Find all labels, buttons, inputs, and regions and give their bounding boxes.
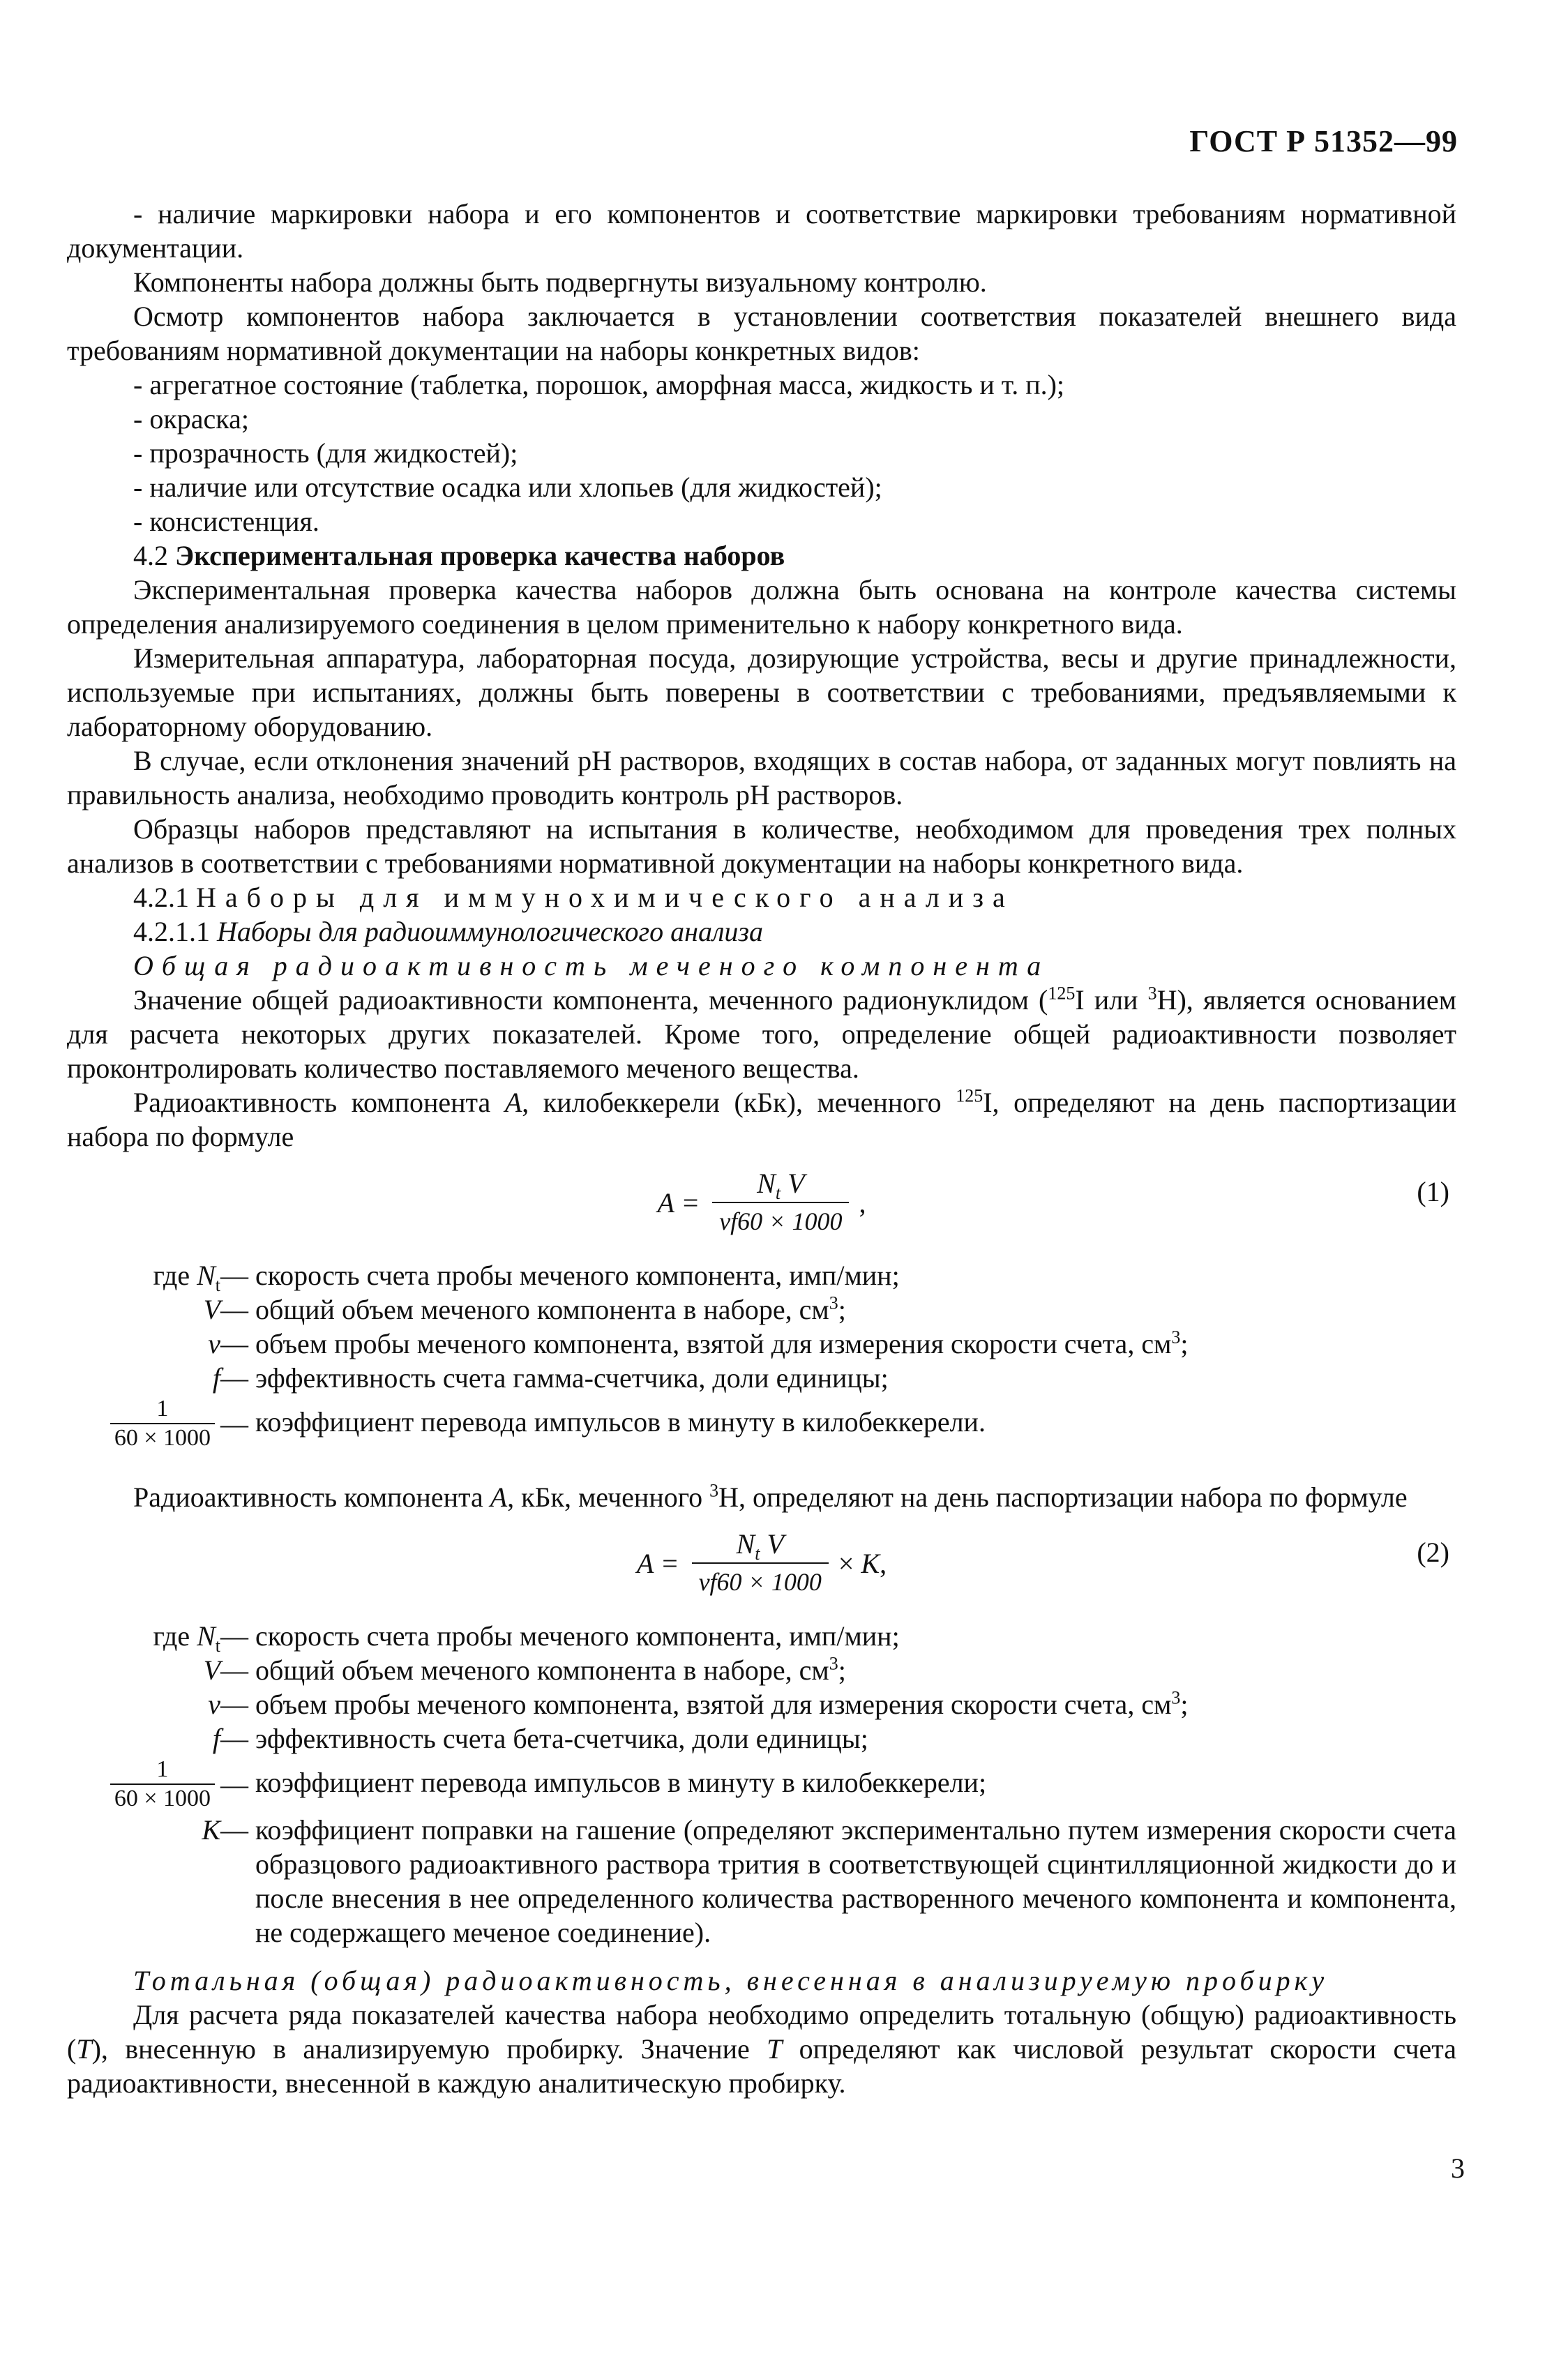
text-run: I или — [1075, 984, 1148, 1016]
dash: — — [220, 1260, 248, 1291]
formula-numerator — [727, 1527, 794, 1562]
text-run: ), внесенную в анализируемую пробирку. Значение — [91, 2033, 767, 2065]
symbol: V — [760, 1528, 784, 1560]
symbol: v — [208, 1328, 220, 1359]
text-run: где — [153, 1260, 197, 1291]
text-run: определяют как числовой результат скорости счета радиоактивности, внесенной в каждую аналитическую пробирку. — [67, 2033, 1456, 2099]
superscript: 3 — [1171, 1687, 1181, 1708]
equation-number: (2) — [1417, 1537, 1449, 1568]
legend-text — [248, 1653, 1456, 1687]
text-run: ; — [838, 1654, 846, 1686]
section-heading-4-2-1 — [67, 880, 1456, 914]
dash: — — [220, 1408, 248, 1440]
text-run: Для расчета ряда показателей качества набора необходимо определить тотальную (общую) радиоактивность ( — [67, 1999, 1456, 2065]
legend-text — [248, 1327, 1456, 1361]
fraction-numerator: 1 — [156, 1396, 169, 1421]
legend-row — [67, 1721, 1456, 1756]
legend-symbol — [67, 1327, 248, 1361]
symbol: N — [736, 1528, 755, 1560]
symbol: K — [202, 1814, 220, 1846]
dash: — — [220, 1723, 248, 1754]
symbol: K — [861, 1547, 880, 1579]
dash: — — [220, 1620, 248, 1652]
legend-row — [67, 1687, 1456, 1721]
text-run: где — [153, 1620, 197, 1652]
symbol: V — [203, 1654, 220, 1686]
legend-symbol — [67, 1395, 248, 1452]
legend-symbol — [67, 1756, 248, 1813]
symbol: A — [504, 1087, 522, 1118]
fraction-denominator: 60 × 1000 — [110, 1783, 215, 1813]
paragraph — [67, 1998, 1456, 2100]
formula-fraction — [712, 1166, 849, 1239]
formula-1 — [67, 1154, 1456, 1251]
paragraph: Компоненты набора должны быть подвергнуты визуальному контролю. — [133, 266, 987, 298]
text-run: общий объем меченого компонента в наборе, см — [255, 1654, 829, 1686]
text-run: ; — [1180, 1328, 1189, 1359]
text-run: ; — [838, 1294, 846, 1325]
superscript: 3 — [1171, 1327, 1181, 1348]
subheading: Общая радиоактивность меченого компонента — [133, 950, 1050, 981]
subscript: t — [755, 1544, 760, 1564]
symbol: v — [208, 1689, 220, 1720]
text-run: ; — [1180, 1689, 1189, 1720]
superscript: 3 — [829, 1653, 838, 1674]
paragraph: В случае, если отклонения значений рН растворов, входящих в состав набора, от заданных могут повлиять на правильность анализа, необходимо проводить контроль рН растворов. — [67, 745, 1456, 810]
text-run: , кБк, меченного — [507, 1481, 710, 1513]
legend-row — [67, 1653, 1456, 1687]
paragraph: Измерительная аппаратура, лабораторная посуда, дозирующие устройства, весы и другие принадлежности, используемые при испытаниях, должны быть поверены в соответствии с требованиями, предъявляемыми к лабораторному оборудованию. — [67, 642, 1456, 742]
legend-fraction — [110, 1756, 215, 1813]
fraction-numerator: 1 — [156, 1756, 169, 1782]
text-run: Н), является основанием для расчета некоторых других показателей. Кроме того, определение общей радиоактивности позволяет проконтролировать количество поставляемого меченого вещества. — [67, 984, 1457, 1084]
dash: — — [220, 1768, 248, 1800]
symbol: V — [203, 1294, 220, 1325]
formula-tail — [838, 1546, 887, 1581]
formula-denominator: vf60 × 1000 — [692, 1562, 829, 1599]
superscript: 3 — [1147, 983, 1157, 1004]
superscript: 3 — [829, 1292, 838, 1313]
list-item: - консистенция. — [133, 506, 319, 537]
section-title: Наборы для радиоиммунологического анализа — [217, 916, 764, 947]
section-number: 4.2 — [133, 540, 168, 571]
legend-text: коэффициент поправки на гашение (определяют экспериментально путем измерения скорости счета образцового радиоактивного раствора трития в соответствующей сцинтилляционной жидкости до и после внесения в нее определенного количества растворенного меченого компонента и компонента, не содержащего меченое соединение). — [255, 1814, 1456, 1948]
symbol: N — [197, 1620, 216, 1652]
legend-text — [248, 1687, 1456, 1721]
legend-text: эффективность счета гамма-счетчика, доли единицы; — [255, 1362, 889, 1394]
legend-symbol — [67, 1813, 248, 1847]
fraction-denominator: 60 × 1000 — [110, 1423, 215, 1452]
section-title: Наборы для иммунохимического анализа — [196, 882, 1014, 913]
formula-numerator — [747, 1166, 814, 1202]
text-run: Н, определяют на день паспортизации набора по формуле — [718, 1481, 1408, 1513]
legend-text: коэффициент перевода импульсов в минуту в килобеккерели. — [255, 1406, 986, 1438]
text-run: , — [880, 1547, 887, 1579]
formula-tail: , — [859, 1186, 866, 1219]
formula-1-legend — [67, 1258, 1456, 1452]
subscript: t — [215, 1636, 220, 1656]
legend-text: скорость счета пробы меченого компонента, имп/мин; — [255, 1620, 900, 1652]
text-run: Радиоактивность компонента — [133, 1087, 505, 1118]
legend-symbol — [67, 1361, 248, 1395]
paragraph — [67, 983, 1456, 1085]
dash: — — [220, 1294, 248, 1325]
list-item: - агрегатное состояние (таблетка, порошок, аморфная масса, жидкость и т. п.); — [133, 369, 1065, 400]
superscript: 125 — [1048, 983, 1076, 1004]
legend-row — [67, 1813, 1456, 1950]
equation-number: (1) — [1417, 1176, 1449, 1207]
section-number: 4.2.1.1 — [133, 916, 210, 947]
subscript: t — [215, 1275, 220, 1295]
symbol: N — [197, 1260, 216, 1291]
superscript: 125 — [956, 1085, 983, 1106]
section-heading-4-2-1-1 — [67, 914, 1456, 949]
paragraph — [67, 1085, 1456, 1154]
text-run: Радиоактивность компонента — [133, 1481, 490, 1513]
subscript: t — [775, 1183, 781, 1203]
text-run: Значение общей радиоактивности компонента, меченного радионуклидом ( — [133, 984, 1048, 1016]
formula-2 — [67, 1514, 1456, 1612]
symbol: Т — [767, 2033, 783, 2065]
formula-2-legend — [67, 1619, 1456, 1950]
list-item: - прозрачность (для жидкостей); — [133, 437, 518, 469]
legend-row — [67, 1756, 1456, 1813]
symbol: N — [757, 1168, 776, 1199]
paragraph: Экспериментальная проверка качества наборов должна быть основана на контроле качества системы определения анализируемого соединения в целом применительно к набору конкретного вида. — [67, 574, 1456, 640]
legend-symbol — [67, 1619, 248, 1656]
dash: — — [220, 1689, 248, 1720]
legend-text: скорость счета пробы меченого компонента, имп/мин; — [255, 1260, 900, 1291]
section-number: 4.2.1 — [133, 882, 189, 913]
symbol: f — [212, 1723, 220, 1754]
text-run: общий объем меченого компонента в наборе, см — [255, 1294, 829, 1325]
formula-fraction — [692, 1527, 829, 1599]
symbol: Т — [76, 2033, 92, 2065]
symbol: f — [212, 1362, 220, 1394]
page-content — [67, 197, 1456, 2100]
legend-symbol — [67, 1292, 248, 1327]
legend-text: коэффициент перевода импульсов в минуту в килобеккерели; — [255, 1767, 987, 1798]
legend-symbol — [67, 1721, 248, 1756]
text-run: , килобеккерели (кБк), меченного — [522, 1087, 956, 1118]
legend-row — [67, 1619, 1456, 1656]
superscript: 3 — [709, 1480, 719, 1501]
dash: — — [220, 1654, 248, 1686]
paragraph — [67, 1480, 1456, 1514]
symbol: A — [490, 1481, 508, 1513]
legend-row — [67, 1395, 1456, 1452]
legend-row — [67, 1327, 1456, 1361]
dash: — — [220, 1328, 248, 1359]
paragraph: Образцы наборов представляют на испытания в количестве, необходимом для проведения трех полных анализов в соответствии с требованиями нормативной документации на наборы конкретного вида. — [67, 813, 1456, 879]
legend-row — [67, 1292, 1456, 1327]
paragraph: Осмотр компонентов набора заключается в установлении соответствия показателей внешнего вида требованиям нормативной документации на наборы конкретных видов: — [67, 301, 1456, 366]
legend-fraction — [110, 1395, 215, 1452]
symbol: V — [781, 1168, 805, 1199]
text-run: × — [838, 1547, 861, 1579]
paragraph: - наличие маркировки набора и его компонентов и соответствие маркировки требованиям нормативной документации. — [67, 198, 1456, 264]
page-number: 3 — [1451, 2152, 1465, 2184]
text-run: I, определяют на день паспортизации набора по формуле — [67, 1087, 1457, 1152]
text-run: объем пробы меченого компонента, взятой для измерения скорости счета, см — [255, 1689, 1172, 1720]
legend-symbol — [67, 1687, 248, 1721]
legend-text: эффективность счета бета-счетчика, доли единицы; — [255, 1723, 868, 1754]
formula-denominator: vf60 × 1000 — [712, 1202, 849, 1239]
dash: — — [220, 1362, 248, 1394]
legend-row — [67, 1361, 1456, 1395]
list-item: - наличие или отсутствие осадка или хлопьев (для жидкостей); — [133, 472, 882, 503]
legend-text — [248, 1292, 1456, 1327]
formula-lhs: A = — [636, 1547, 679, 1579]
legend-row — [67, 1258, 1456, 1295]
section-title: Экспериментальная проверка качества наборов — [175, 540, 785, 571]
list-item: - окраска; — [133, 403, 249, 435]
formula-lhs: A = — [657, 1186, 700, 1219]
text-run: объем пробы меченого компонента, взятой для измерения скорости счета, см — [255, 1328, 1172, 1359]
section-heading-4-2 — [67, 538, 1456, 573]
subheading: Тотальная (общая) радиоактивность, внесенная в анализируемую пробирку — [133, 1965, 1329, 1996]
legend-symbol — [67, 1653, 248, 1687]
document-header: ГОСТ Р 51352—99 — [1189, 124, 1458, 158]
legend-symbol — [67, 1258, 248, 1295]
dash: — — [220, 1814, 248, 1846]
